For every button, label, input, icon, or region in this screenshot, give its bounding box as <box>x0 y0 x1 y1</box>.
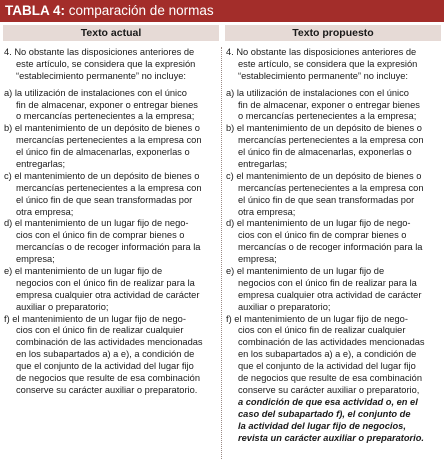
clause-line-intro: este artículo, se considera que la expresión <box>16 58 196 69</box>
clause-line-f: cios con el único fin de realizar cualquier <box>238 325 406 336</box>
clause-line-d: empresa; <box>16 254 55 265</box>
clause-line-a: o mercancías pertenecientes a la empresa; <box>16 111 195 122</box>
clause-line-c: c) el mantenimiento de un depósito de bienes o <box>226 170 422 181</box>
clause-line-b: el único fin de almacenarlas, exponerlas o <box>238 147 412 158</box>
header-current-text: Texto actual <box>3 25 219 41</box>
clause-line-a: a) la utilización de instalaciones con el único <box>4 87 187 98</box>
clause-line-b: entregarlas; <box>16 159 66 170</box>
clause-line-b: b) el mantenimiento de un depósito de bienes o <box>226 123 422 134</box>
table-label: TABLA 4: <box>5 3 65 18</box>
clause-line-intro: 4. No obstante las disposiciones anteriores de <box>4 47 195 57</box>
clause-line-f: en los subapartados a) a e), a condición de <box>16 349 195 360</box>
clause-line-e: empresa cualquier otra actividad de carácter <box>238 289 422 300</box>
clause-line-f: conserve su carácter auxiliar o preparatorio, <box>238 384 420 395</box>
clause-line-b: b) el mantenimiento de un depósito de bienes o <box>4 123 200 134</box>
added-text-line: revista un carácter auxiliar o preparatorio. <box>238 432 425 443</box>
clause-line-e: negocios con el único fin de realizar para la <box>238 277 417 288</box>
clause-line-f: f) el mantenimiento de un lugar fijo de nego- <box>4 313 186 324</box>
clause-line-d: cios con el único fin de comprar bienes o <box>238 230 407 241</box>
clause-line-f: de negocios que resulte de esa combinación <box>16 373 200 384</box>
clause-line-d: mercancías o de recoger información para la <box>16 242 201 253</box>
added-text-line: la actividad del lugar fijo de negocios, <box>238 420 406 431</box>
clause-line-f: f) el mantenimiento de un lugar fijo de nego- <box>226 313 408 324</box>
clause-line-f: combinación de las actividades mencionadas <box>238 337 425 348</box>
clause-line-b: entregarlas; <box>238 159 288 170</box>
clause-line-intro: “establecimiento permanente” no incluye: <box>16 70 187 81</box>
clause-line-e: empresa cualquier otra actividad de carácter <box>16 289 200 300</box>
clause-line-b: mercancías pertenecientes a la empresa con <box>238 135 424 146</box>
clause-line-intro: “establecimiento permanente” no incluye: <box>238 70 409 81</box>
clause-line-d: cios con el único fin de comprar bienes o <box>16 230 185 241</box>
clause-line-f: en los subapartados a) a e), a condición de <box>238 349 417 360</box>
clause-line-intro: 4. No obstante las disposiciones anteriores de <box>226 47 417 57</box>
clause-line-f: cios con el único fin de realizar cualquier <box>16 325 184 336</box>
clause-line-b: mercancías pertenecientes a la empresa con <box>16 135 202 146</box>
table-title-text: comparación de normas <box>68 3 214 18</box>
clause-line-c: mercancías pertenecientes a la empresa con <box>16 182 202 193</box>
clause-line-c: el único fin de que sean transformadas por <box>16 194 193 205</box>
header-proposed-text: Texto propuesto <box>225 25 441 41</box>
clause-line-e: auxiliar o preparatorio; <box>16 301 109 312</box>
clause-line-d: d) el mantenimiento de un lugar fijo de nego- <box>4 218 189 229</box>
clause-line-d: empresa; <box>238 254 277 265</box>
clause-line-c: c) el mantenimiento de un depósito de bienes o <box>4 170 200 181</box>
clause-line-d: d) el mantenimiento de un lugar fijo de nego- <box>226 218 411 229</box>
clause-line-b: el único fin de almacenarlas, exponerlas o <box>16 147 190 158</box>
clause-line-a: fin de almacenar, exponer o entregar bienes <box>238 99 420 110</box>
clause-line-e: negocios con el único fin de realizar para la <box>16 277 195 288</box>
clause-line-d: mercancías o de recoger información para la <box>238 242 423 253</box>
added-text-line: caso del subapartado f), el conjunto de <box>238 408 411 419</box>
clause-line-f: que el conjunto de la actividad del lugar fijo <box>16 361 194 372</box>
clause-line-a: o mercancías pertenecientes a la empresa; <box>238 111 417 122</box>
table-title <box>0 0 444 22</box>
clause-line-intro: este artículo, se considera que la expresión <box>238 58 418 69</box>
clause-line-f: que el conjunto de la actividad del lugar fijo <box>238 361 416 372</box>
clause-line-f: combinación de las actividades mencionadas <box>16 337 203 348</box>
clause-line-c: otra empresa; <box>16 206 74 217</box>
clause-line-c: otra empresa; <box>238 206 296 217</box>
column-divider <box>221 47 222 459</box>
column-current-text <box>4 47 214 397</box>
clause-line-c: el único fin de que sean transformadas por <box>238 194 415 205</box>
added-text-line: a condición de que esa actividad o, en el <box>238 396 418 407</box>
clause-line-c: mercancías pertenecientes a la empresa con <box>238 182 424 193</box>
clause-line-f: conserve su carácter auxiliar o preparatorio. <box>16 384 198 395</box>
clause-line-a: fin de almacenar, exponer o entregar bienes <box>16 99 198 110</box>
clause-line-e: e) el mantenimiento de un lugar fijo de <box>4 266 163 277</box>
clause-line-f: de negocios que resulte de esa combinación <box>238 373 422 384</box>
clause-line-e: auxiliar o preparatorio; <box>238 301 331 312</box>
clause-line-e: e) el mantenimiento de un lugar fijo de <box>226 266 385 277</box>
clause-line-a: a) la utilización de instalaciones con el único <box>226 87 409 98</box>
column-proposed-text <box>226 47 436 444</box>
